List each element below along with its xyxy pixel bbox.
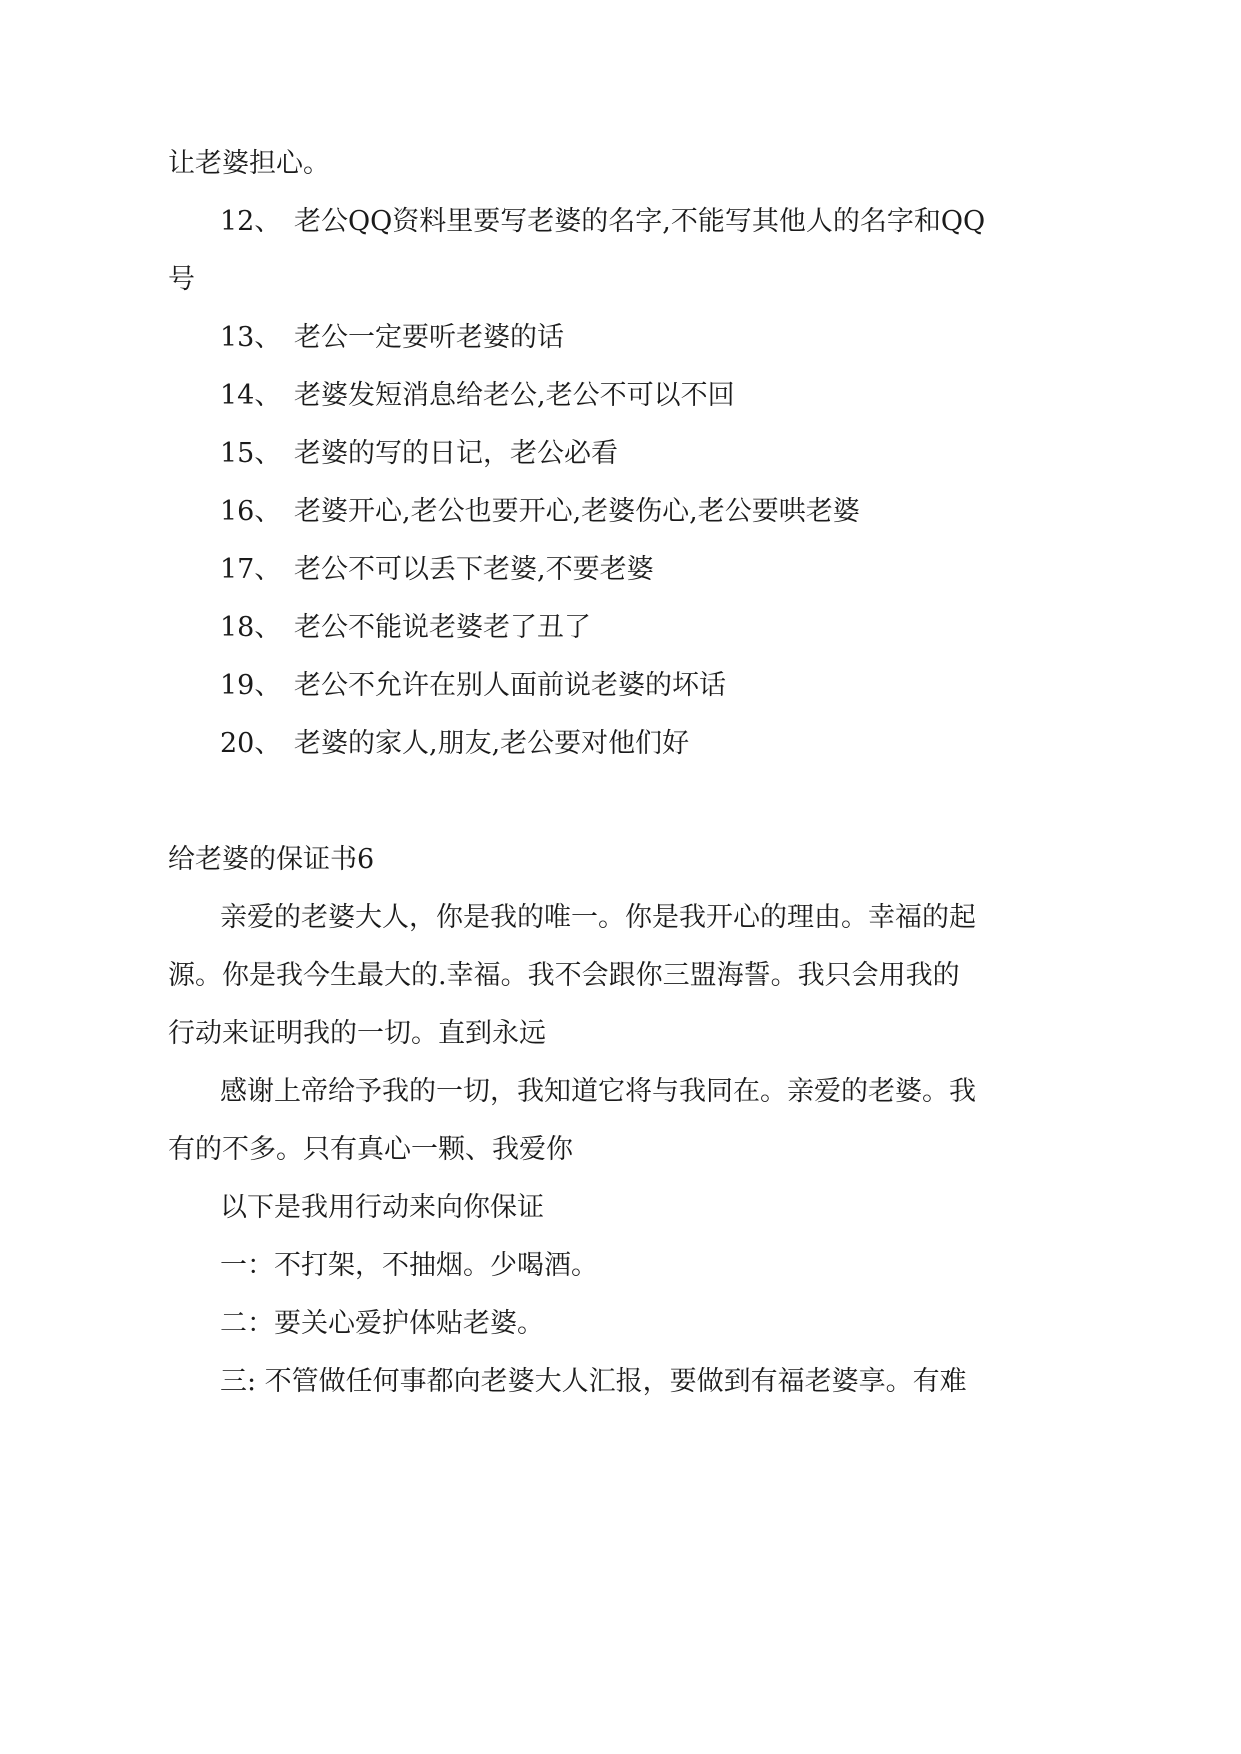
list-item (220, 204, 985, 240)
list-item (220, 494, 860, 530)
list-item (220, 552, 654, 588)
paragraph-line: 有的不多。只有真心一颗、我爱你 (168, 1134, 573, 1165)
list-item (220, 610, 591, 646)
continuation-text: 让老婆担心。 (168, 148, 330, 179)
list-text: 老婆发短消息给老公,老公不可以不回 (294, 380, 735, 411)
list-item (220, 726, 689, 762)
list-text: 老婆的家人,朋友,老公要对他们好 (294, 728, 690, 759)
paragraph-line: 行动来证明我的一切。直到永远 (168, 1018, 546, 1049)
list-number: 20、 (220, 728, 282, 759)
list-number: 14、 (220, 380, 282, 411)
list-text: 老公不可以丢下老婆,不要老婆 (294, 554, 654, 585)
list-number: 18、 (220, 612, 282, 643)
list-text: 老公不允许在别人面前说老婆的坏话 (294, 670, 726, 701)
list-item-continuation: 号 (168, 264, 195, 295)
pledge-item: 二：要关心爱护体贴老婆。 (220, 1308, 544, 1339)
list-number: 12、 (220, 206, 282, 237)
list-text: 老婆的写的日记，老公必看 (294, 438, 618, 469)
list-text: 老公不能说老婆老了丑了 (294, 612, 591, 643)
paragraph-line: 感谢上帝给予我的一切，我知道它将与我同在。亲爱的老婆。我 (220, 1076, 976, 1107)
list-number: 15、 (220, 438, 282, 469)
paragraph-line: 亲爱的老婆大人，你是我的唯一。你是我开心的理由。幸福的起 (220, 902, 976, 933)
list-text: 老婆开心,老公也要开心,老婆伤心,老公要哄老婆 (294, 496, 860, 527)
list-item (220, 378, 735, 414)
intro-line: 以下是我用行动来向你保证 (220, 1192, 544, 1223)
paragraph-line: 源。你是我今生最大的.幸福。我不会跟你三盟海誓。我只会用我的 (168, 960, 960, 991)
list-text: 老公一定要听老婆的话 (294, 322, 564, 353)
list-item (220, 436, 618, 472)
list-number: 17、 (220, 554, 282, 585)
list-item (220, 320, 564, 356)
list-number: 16、 (220, 496, 282, 527)
pledge-item: 一：不打架，不抽烟。少喝酒。 (220, 1250, 598, 1281)
list-text: 老公QQ资料里要写老婆的名字,不能写其他人的名字和QQ (294, 206, 986, 237)
section-title: 给老婆的保证书6 (168, 844, 375, 875)
list-item (220, 668, 726, 704)
list-number: 13、 (220, 322, 282, 353)
list-number: 19、 (220, 670, 282, 701)
pledge-item: 三: 不管做任何事都向老婆大人汇报，要做到有福老婆享。有难 (220, 1366, 967, 1397)
